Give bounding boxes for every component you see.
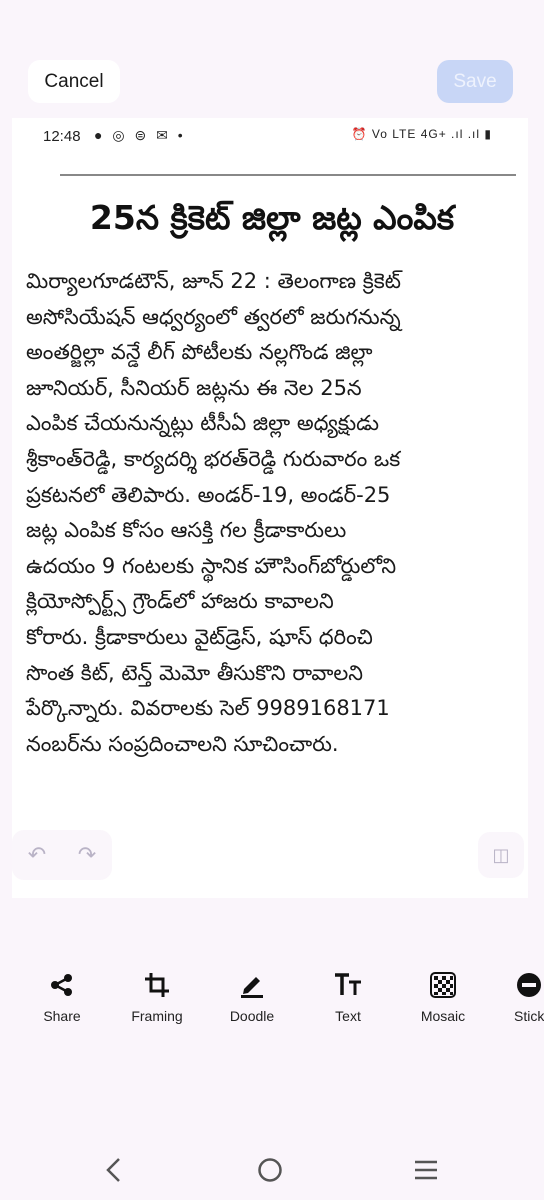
back-icon[interactable] bbox=[92, 1148, 136, 1192]
share-icon bbox=[16, 970, 108, 1000]
tool-label: Mosaic bbox=[420, 1008, 466, 1024]
mosaic-icon bbox=[397, 970, 489, 1000]
tool-label: Framing bbox=[131, 1008, 183, 1024]
article-line: క్లియోస్పోర్ట్స్ గ్రౌండ్‌లో హాజరు కావాలని bbox=[26, 589, 334, 614]
article-line: ఎంపిక చేయనున్నట్లు టీసీఏ జిల్లా అధ్యక్షుడు bbox=[26, 411, 379, 436]
article-line: కోరారు. క్రీడాకారులు వైట్‌డ్రెస్, షూస్ ధరించి bbox=[26, 624, 373, 649]
save-button[interactable]: Save bbox=[437, 60, 513, 103]
article-line: శ్రీకాంత్‌రెడ్డి, కార్యదర్శి భరత్‌రెడ్డి గురువారం ఒక bbox=[26, 446, 401, 471]
article-line: జట్ల ఎంపిక కోసం ఆసక్తి గల క్రీడాకారులు bbox=[26, 518, 347, 543]
article-line: నంబర్‌ను సంప్రదించాలని సూచించారు. bbox=[26, 731, 339, 756]
text-icon bbox=[302, 970, 394, 1000]
notification-icons: ● ◎ ⊜ ✉ • bbox=[94, 127, 186, 143]
tool-mosaic[interactable] bbox=[397, 970, 489, 1024]
system-nav-bar bbox=[0, 1140, 540, 1200]
system-icons: ⏰ Vo LTE 4G+ .ıl .ıl ▮ bbox=[351, 127, 492, 141]
article-body bbox=[26, 264, 526, 762]
divider bbox=[60, 174, 516, 176]
article-line: మిర్యాలగూడటౌన్, జూన్ 22 : తెలంగాణ క్రికెట్ bbox=[26, 269, 401, 293]
tool-text[interactable] bbox=[302, 970, 394, 1024]
home-icon[interactable] bbox=[248, 1148, 292, 1192]
tool-label: Stick bbox=[514, 1008, 544, 1024]
pen-icon bbox=[206, 970, 298, 1000]
crop-icon bbox=[111, 970, 203, 1000]
tool-doodle[interactable] bbox=[206, 970, 298, 1024]
tool-label: Doodle bbox=[229, 1008, 275, 1024]
sticker-icon bbox=[496, 970, 540, 1000]
status-bar bbox=[12, 118, 528, 156]
undo-icon[interactable]: ↶ bbox=[27, 842, 47, 868]
article-line: సొంత కిట్, టెన్త్ మెమో తీసుకొని రావాలని bbox=[26, 660, 364, 685]
article-line: జూనియర్, సీనియర్ జట్లను ఈ నెల 25న bbox=[26, 375, 362, 400]
tool-share[interactable] bbox=[16, 970, 108, 1024]
article-line: అసోసియేషన్ ఆధ్వర్యంలో త్వరలో జరుగనున్న bbox=[26, 304, 401, 329]
article-line: పేర్కొన్నారు. వివరాలకు సెల్ 9989168171 bbox=[26, 696, 390, 721]
status-time: 12:48 bbox=[43, 128, 81, 145]
undo-redo-group bbox=[12, 830, 112, 880]
tool-framing[interactable] bbox=[111, 970, 203, 1024]
article-line: ఉదయం 9 గంటలకు స్థానిక హౌసింగ్‌బోర్డులోని bbox=[26, 553, 397, 578]
article-line: ప్రకటనలో తెలిపారు. అండర్-19, అండర్-25 bbox=[26, 482, 391, 507]
top-bar bbox=[0, 0, 540, 118]
tool-sticker[interactable] bbox=[496, 970, 544, 1024]
tool-label: Share bbox=[43, 1008, 81, 1024]
screenshot-preview bbox=[12, 118, 528, 898]
tool-label: Text bbox=[335, 1008, 361, 1024]
redo-icon[interactable]: ↷ bbox=[77, 842, 97, 868]
recents-icon[interactable] bbox=[404, 1148, 448, 1192]
compare-icon[interactable]: ◫ bbox=[478, 832, 524, 878]
article-line: అంతర్జిల్లా వన్డే లీగ్ పోటీలకు నల్లగొండ జిల్లా bbox=[26, 340, 373, 365]
cancel-button[interactable]: Cancel bbox=[28, 60, 120, 103]
article-headline: 25న క్రికెట్ జిల్లా జట్ల ఎంపిక bbox=[89, 198, 455, 237]
